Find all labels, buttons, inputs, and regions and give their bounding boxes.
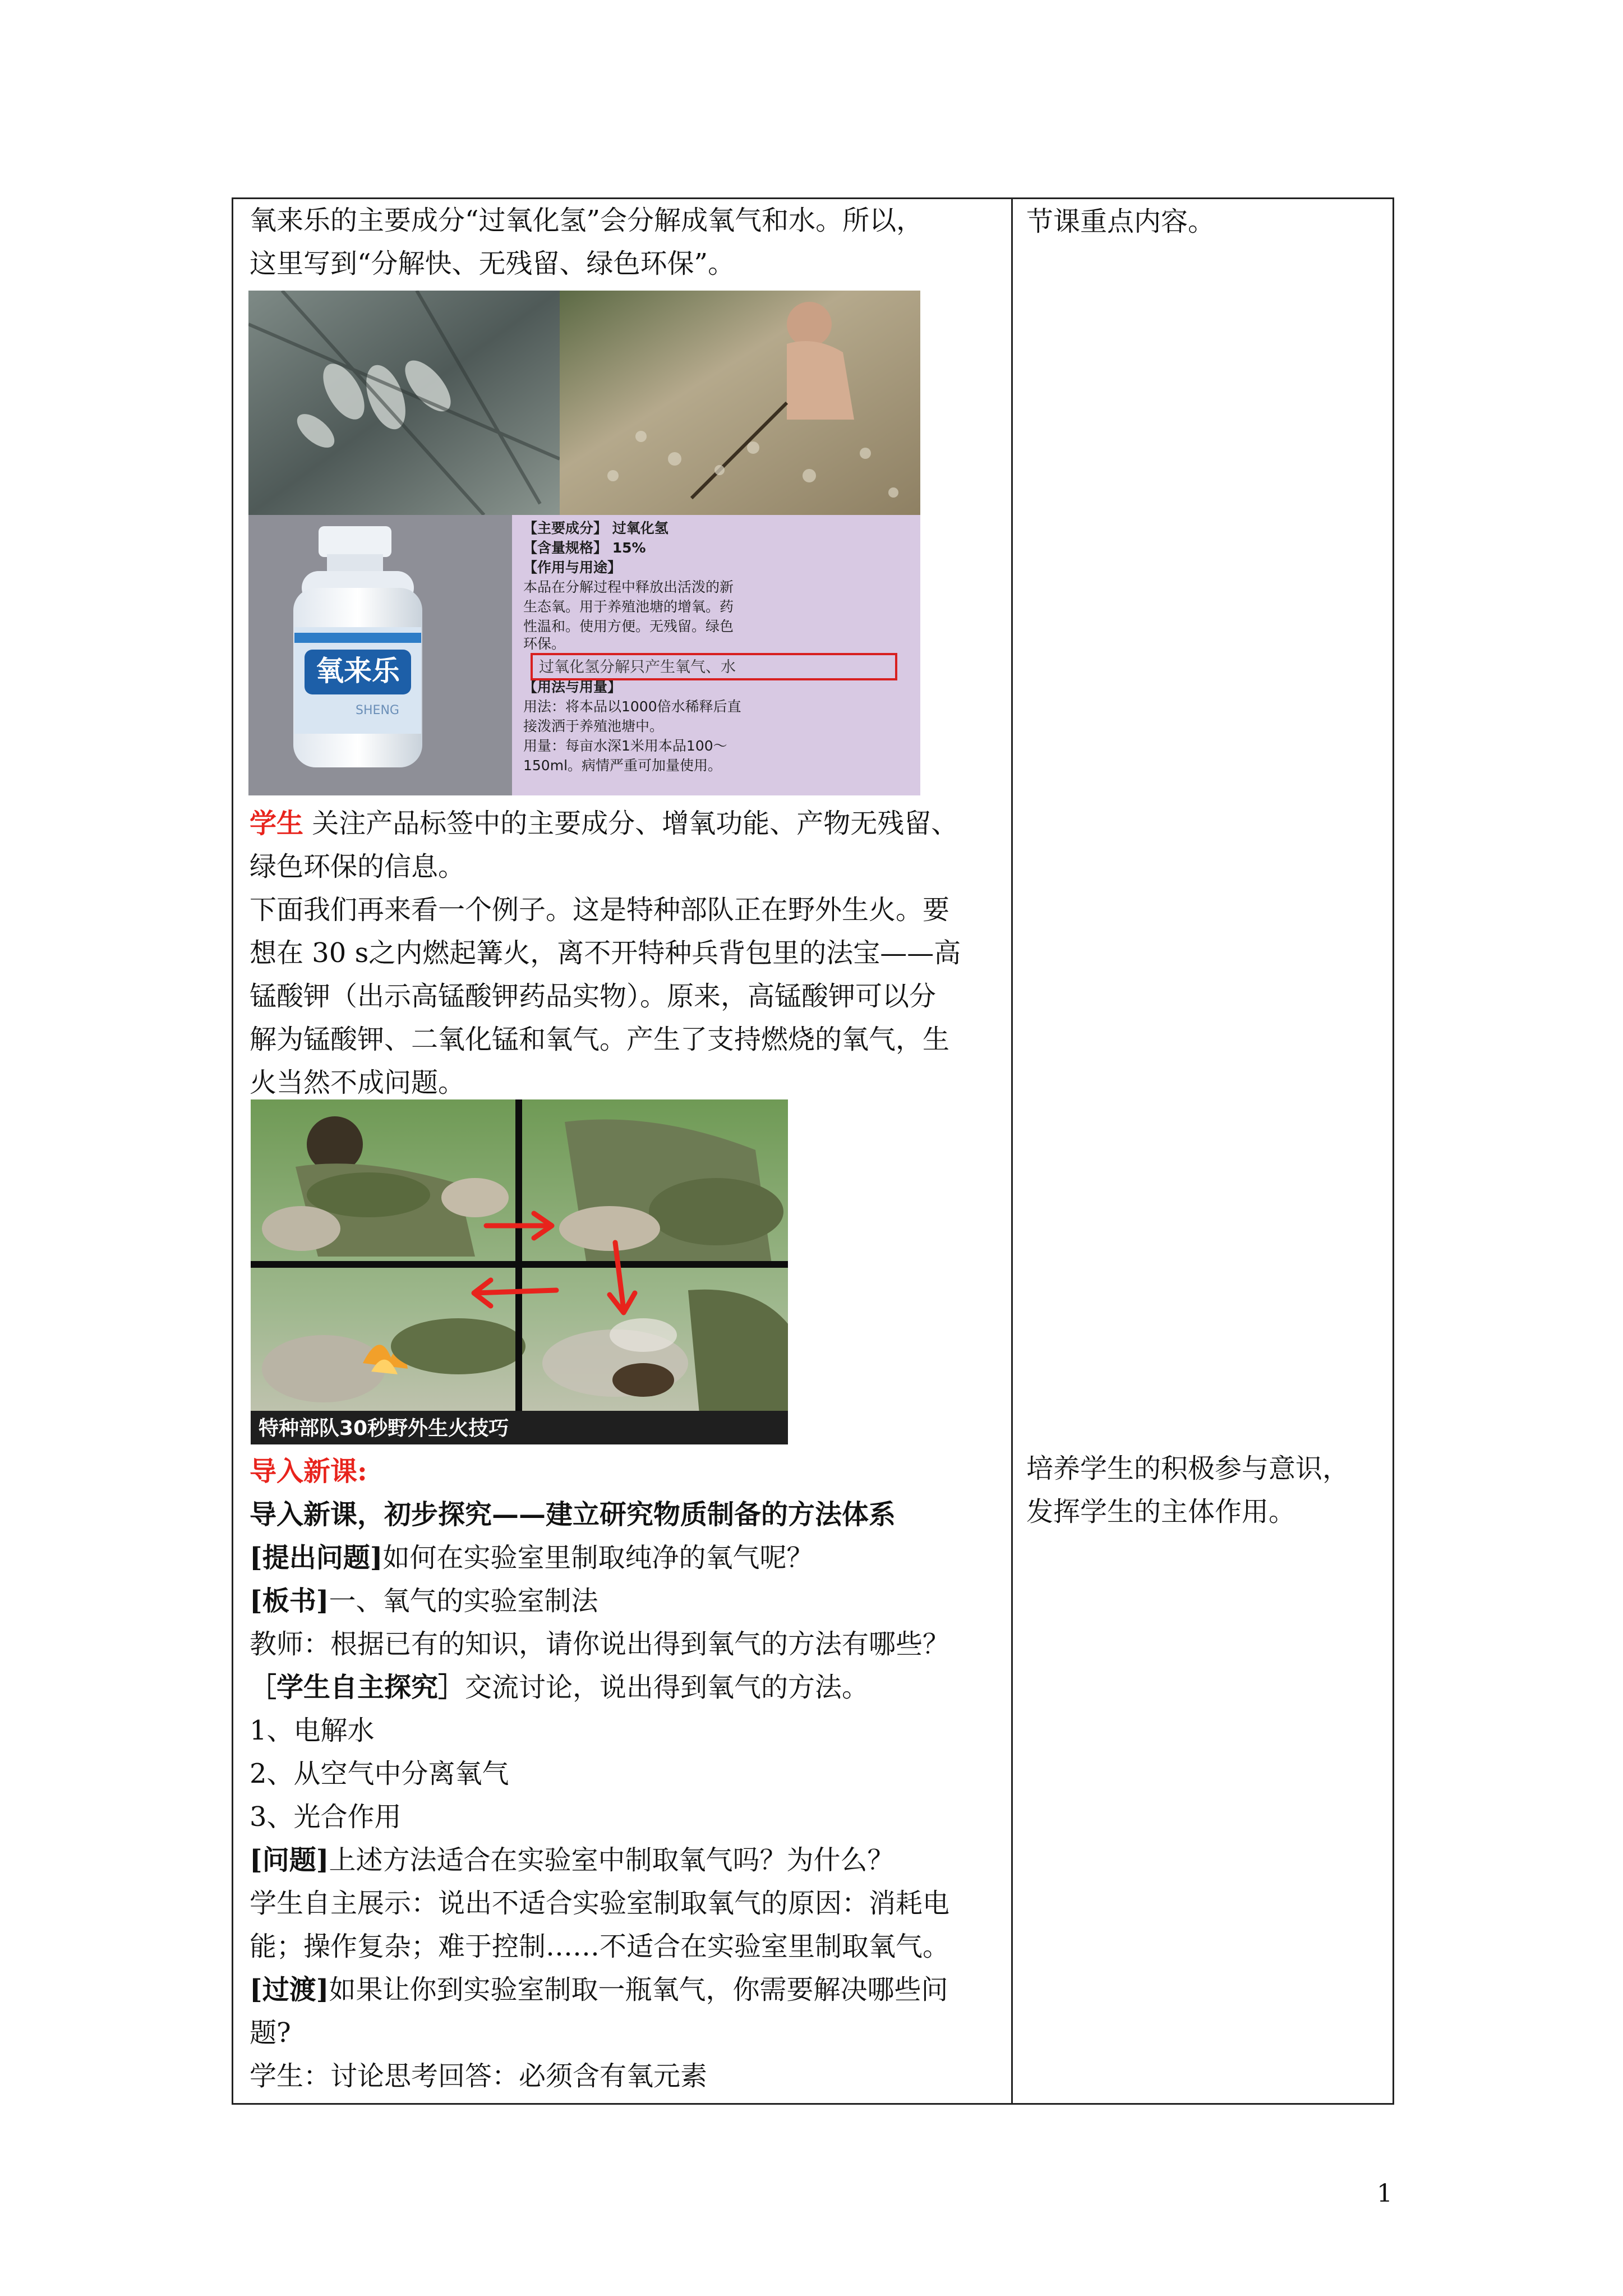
student-answer: 学生：讨论思考回答：必须含有氧元素 bbox=[250, 2060, 708, 2092]
problem-text: 上述方法适合在实验室中制取氧气吗？为什么？ bbox=[329, 1844, 895, 1876]
label-line-2: 【作用与用途】 bbox=[523, 559, 622, 576]
board-tag: [板书] bbox=[250, 1585, 329, 1617]
new-lesson-section bbox=[250, 1450, 1007, 2098]
new-lesson-subheading: 导入新课，初步探究——建立研究物质制备的方法体系 bbox=[250, 1499, 896, 1530]
label-line-6: 环保。 bbox=[523, 636, 566, 652]
label-line-12: 150ml。病情严重可加量使用。 bbox=[523, 757, 722, 774]
new-lesson-heading: 导入新课: bbox=[250, 1456, 367, 1487]
bottle-brand-en: SHENG bbox=[356, 703, 399, 717]
example-line-4: 解为锰酸钾、二氧化锰和氧气。产生了支持燃烧的氧气，生 bbox=[250, 1024, 950, 1055]
student-note-line-2: 绿色环保的信息。 bbox=[250, 851, 465, 882]
right-note-2-line-1: 培养学生的积极参与意识， bbox=[1026, 1453, 1350, 1484]
label-line-10: 接泼洒于养殖池塘中。 bbox=[523, 718, 664, 734]
transition-line-1: 如果让你到实验室制取一瓶氧气，你需要解决哪些问 bbox=[329, 1974, 948, 2005]
label-line-1: 【含量规格】 15% bbox=[523, 540, 646, 556]
student-show-line-2: 能；操作复杂；难于控制……不适合在实验室里制取氧气。 bbox=[250, 1931, 950, 1962]
question-text: 如何在实验室里制取纯净的氧气呢？ bbox=[382, 1542, 814, 1573]
explore-tag: ［学生自主探究］ bbox=[250, 1672, 465, 1703]
student-note bbox=[250, 802, 1007, 1105]
column-divider bbox=[1011, 197, 1013, 2105]
intro-line-2: 这里写到“分解快、无残留、绿色环保”。 bbox=[250, 248, 735, 279]
fire-figure bbox=[251, 1099, 788, 1444]
example-line-3: 锰酸钾（出示高锰酸钾药品实物）。原来，高锰酸钾可以分 bbox=[250, 981, 937, 1012]
label-line-5: 性温和。使用方便。无残留。绿色 bbox=[523, 618, 734, 634]
label-line-7: 过氧化氢分解只产生氧气、水 bbox=[539, 659, 736, 676]
student-note-line-1: 关注产品标签中的主要成分、增氧功能、产物无残留、 bbox=[303, 808, 958, 839]
student-show-line-1: 学生自主展示：说出不适合实验室制取氧气的原因：消耗电 bbox=[250, 1888, 950, 1919]
question-tag: [提出问题] bbox=[250, 1542, 383, 1573]
board-text: 一、氧气的实验室制法 bbox=[329, 1585, 598, 1617]
fire-figure-caption: 特种部队30秒野外生火技巧 bbox=[259, 1417, 509, 1440]
example-line-1: 下面我们再来看一个例子。这是特种部队正在野外生火。要 bbox=[250, 894, 950, 926]
problem-tag: [问题] bbox=[250, 1844, 329, 1876]
transition-line-2: 题? bbox=[250, 2017, 291, 2049]
label-line-4: 生态氧。用于养殖池塘的增氧。药 bbox=[523, 599, 734, 615]
teacher-line: 教师：根据已有的知识，请你说出得到氧气的方法有哪些？ bbox=[250, 1628, 950, 1660]
label-line-3: 本品在分解过程中释放出活泼的新 bbox=[523, 579, 734, 595]
example-line-5: 火当然不成问题。 bbox=[250, 1067, 465, 1098]
page-number: 1 bbox=[1377, 2179, 1393, 2208]
transition-tag: [过渡] bbox=[250, 1974, 329, 2005]
student-label: 学生 bbox=[250, 808, 304, 839]
right-note-2 bbox=[1026, 1447, 1385, 1534]
right-note-1 bbox=[1026, 200, 1385, 243]
label-line-9: 用法：将本品以1000倍水稀释后直 bbox=[523, 698, 741, 715]
example-line-2: 想在 30 s之内燃起篝火，离不开特种兵背包里的法宝——高 bbox=[250, 937, 961, 969]
explore-text: 交流讨论，说出得到氧气的方法。 bbox=[465, 1672, 869, 1703]
product-figure bbox=[248, 291, 920, 795]
left-column bbox=[250, 199, 1007, 286]
label-line-11: 用量：每亩水深1米用本品100～ bbox=[523, 738, 727, 754]
label-line-8: 【用法与用量】 bbox=[523, 679, 622, 695]
method-2: 2、从空气中分离氧气 bbox=[250, 1758, 509, 1789]
right-note-2-line-2: 发挥学生的主体作用。 bbox=[1026, 1496, 1296, 1527]
right-note-1-text: 节课重点内容。 bbox=[1026, 206, 1215, 237]
bottle-brand: 氧来乐 bbox=[316, 655, 400, 687]
method-1: 1、电解水 bbox=[250, 1715, 375, 1746]
method-3: 3、光合作用 bbox=[250, 1801, 402, 1833]
intro-line-1: 氧来乐的主要成分“过氧化氢”会分解成氧气和水。所以， bbox=[250, 205, 924, 236]
label-line-0: 【主要成分】 过氧化氢 bbox=[523, 520, 668, 536]
